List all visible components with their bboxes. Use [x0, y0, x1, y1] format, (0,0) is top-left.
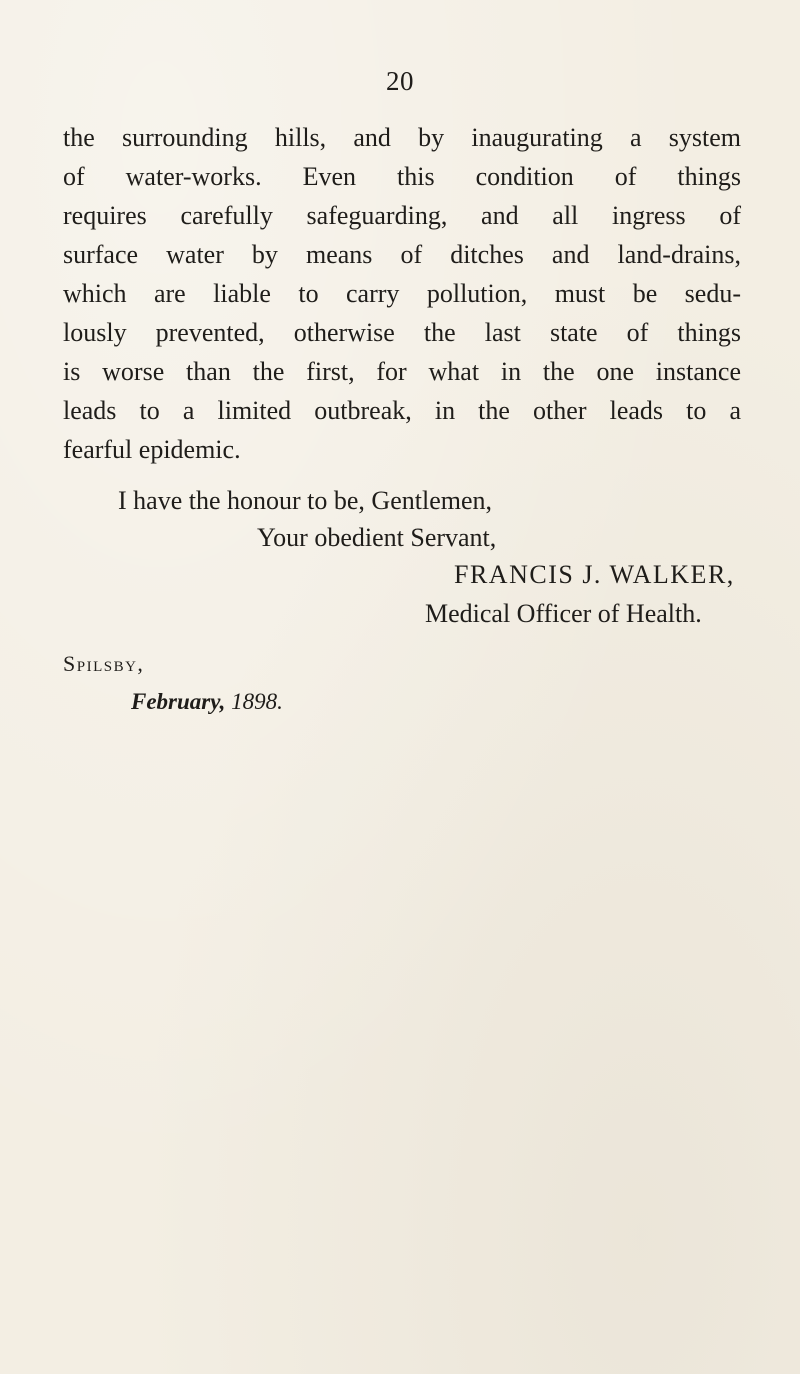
signature-title: Medical Officer of Health.	[425, 599, 702, 628]
closing-salutation: I have the honour to be, Gentlemen,	[118, 486, 492, 515]
paragraph-line: leads to a limited outbreak, in the other leads to a	[63, 396, 741, 425]
date-month: February,	[131, 689, 226, 714]
date-line	[131, 684, 283, 720]
place-name: Spilsby,	[63, 651, 145, 676]
paragraph-line: requires carefully safeguarding, and all ingress of	[63, 201, 741, 230]
paragraph-line: which are liable to carry pollution, must be sedu-	[63, 279, 741, 308]
page-number: 20	[386, 66, 414, 96]
paragraph-line: is worse than the first, for what in the one instance	[63, 357, 741, 386]
signature-name: FRANCIS J. WALKER,	[454, 560, 735, 589]
paragraph-line: the surrounding hills, and by inaugurating a system	[63, 123, 741, 152]
paragraph-line: surface water by means of ditches and land-drains,	[63, 240, 741, 269]
closing-servant: Your obedient Servant,	[257, 523, 497, 552]
paragraph-line: fearful epidemic.	[63, 435, 241, 464]
paragraph-line: of water-works. Even this condition of things	[63, 162, 741, 191]
date-year: 1898.	[231, 689, 283, 714]
paragraph-line: lously prevented, otherwise the last state of things	[63, 318, 741, 347]
